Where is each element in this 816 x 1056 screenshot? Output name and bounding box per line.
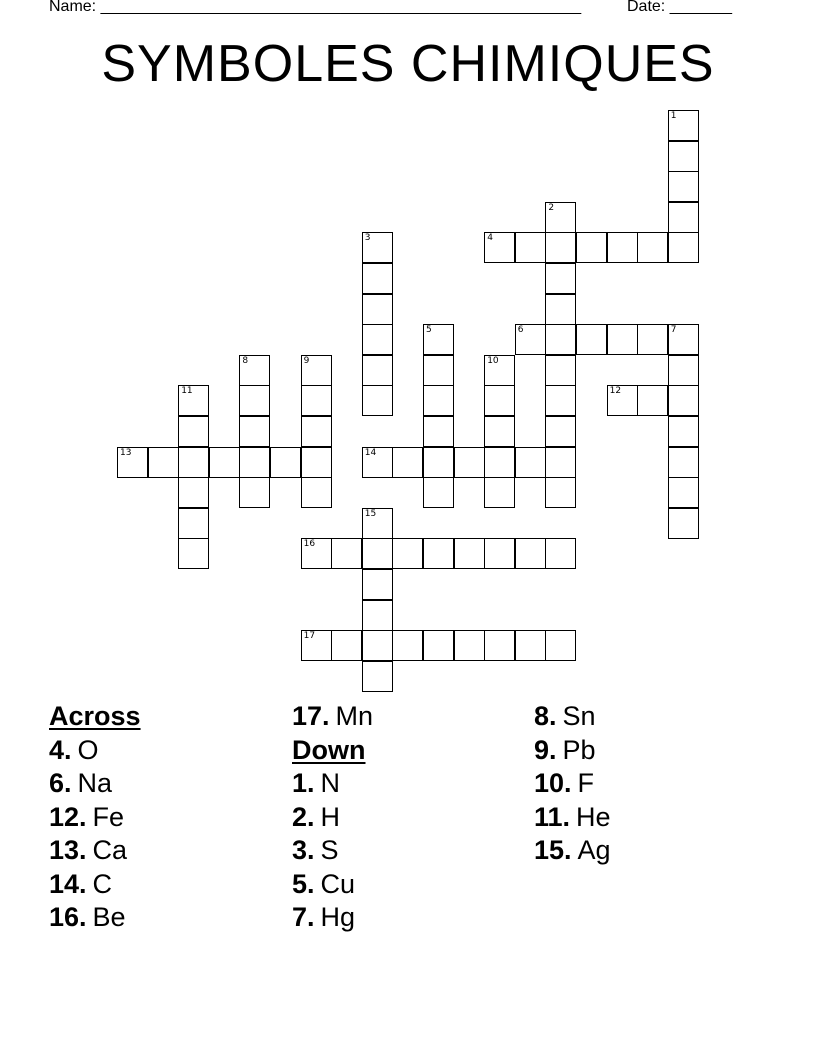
clue-across-12: 12. Fe (49, 801, 125, 832)
grid-cell[interactable] (545, 324, 576, 355)
page-title: SYMBOLES CHIMIQUES (101, 35, 715, 93)
grid-cell[interactable] (484, 447, 515, 478)
grid-cell[interactable] (117, 447, 148, 478)
date-field[interactable]: Date: _______ (627, 0, 732, 15)
grid-cell[interactable] (301, 447, 332, 478)
grid-cell[interactable] (423, 630, 454, 661)
grid-cell[interactable] (484, 355, 515, 386)
grid-cell[interactable] (301, 538, 332, 569)
grid-cell[interactable] (637, 324, 668, 355)
grid-cell[interactable] (423, 416, 454, 447)
grid-cell[interactable] (301, 355, 332, 386)
grid-cell[interactable] (301, 477, 332, 508)
grid-cell[interactable] (607, 324, 638, 355)
clue-down-7: 7. Hg (292, 902, 356, 932)
clue-across-14: 14. C (49, 868, 113, 899)
grid-cell[interactable] (545, 447, 576, 478)
clue-number: 10 (487, 355, 499, 366)
grid-cell[interactable] (178, 385, 209, 416)
grid-cell[interactable] (239, 385, 270, 416)
grid-cell[interactable] (362, 324, 393, 355)
grid-cell[interactable] (545, 232, 576, 263)
grid-cell[interactable] (362, 232, 393, 263)
grid-cell[interactable] (515, 232, 546, 263)
grid-cell[interactable] (239, 416, 270, 447)
grid-cell[interactable] (454, 538, 485, 569)
grid-cell[interactable] (423, 538, 454, 569)
grid-cell[interactable] (423, 324, 454, 355)
clue-number: 13 (120, 447, 132, 458)
clue-across-6: 6. Na (49, 768, 113, 798)
grid-cell[interactable] (362, 508, 393, 539)
grid-cell[interactable] (607, 232, 638, 263)
grid-cell[interactable] (545, 477, 576, 508)
clue-number: 15 (364, 508, 377, 519)
grid-cell[interactable] (545, 263, 576, 294)
grid-cell[interactable] (270, 447, 301, 478)
grid-cell[interactable] (423, 447, 454, 478)
grid-cell[interactable] (239, 447, 270, 478)
grid-cell[interactable] (362, 355, 393, 386)
grid-cell[interactable] (362, 385, 393, 416)
clue-number: 11 (181, 386, 193, 397)
clue-number: 3 (364, 233, 371, 244)
clue-down-10: 10. F (534, 768, 595, 798)
grid-cell[interactable] (484, 416, 515, 447)
grid-cell[interactable] (301, 630, 332, 661)
clue-number: 9 (303, 355, 310, 366)
grid-cell[interactable] (362, 294, 393, 325)
grid-cell[interactable] (239, 355, 270, 386)
clue-column-1 (49, 700, 141, 935)
grid-cell[interactable] (668, 508, 699, 539)
clue-down-11: 11. He (534, 801, 611, 832)
grid-cell[interactable] (362, 630, 393, 661)
grid-cell[interactable] (423, 477, 454, 508)
grid-cell[interactable] (423, 355, 454, 386)
grid-cell[interactable] (423, 385, 454, 416)
grid-cell[interactable] (545, 294, 576, 325)
clue-number: 14 (364, 447, 377, 458)
clue-down-9: 9. Pb (534, 734, 596, 765)
grid-cell[interactable] (484, 232, 515, 263)
grid-cell[interactable] (362, 263, 393, 294)
grid-cell[interactable] (178, 508, 209, 539)
grid-cell[interactable] (545, 416, 576, 447)
grid-cell[interactable] (668, 355, 699, 386)
clue-number: 1 (670, 111, 677, 121)
grid-cell[interactable] (668, 416, 699, 447)
grid-cell[interactable] (362, 661, 393, 692)
grid-cell[interactable] (331, 630, 362, 661)
down-heading: Down (292, 734, 366, 765)
clue-number: 17 (303, 631, 316, 642)
grid-cell[interactable] (545, 202, 576, 233)
clue-down-3: 3. S (292, 835, 339, 865)
grid-cell[interactable] (484, 630, 515, 661)
clue-number: 2 (548, 202, 555, 213)
grid-cell[interactable] (668, 141, 699, 172)
grid-cell[interactable] (545, 355, 576, 386)
clue-number: 8 (242, 355, 249, 366)
grid-cell[interactable] (392, 447, 423, 478)
grid-cell[interactable] (148, 447, 179, 478)
grid-cell[interactable] (362, 538, 393, 569)
grid-cell[interactable] (545, 385, 576, 416)
clue-column-3 (534, 700, 611, 868)
grid-cell[interactable] (668, 202, 699, 233)
clue-across-16: 16. Be (49, 902, 126, 932)
grid-cell[interactable] (239, 477, 270, 508)
grid-cell[interactable] (362, 600, 393, 631)
clue-number: 16 (303, 539, 316, 550)
grid-cell[interactable] (545, 538, 576, 569)
clue-across-17: 17. Mn (292, 701, 374, 731)
grid-cell[interactable] (392, 630, 423, 661)
clue-down-15: 15. Ag (534, 835, 611, 865)
grid-cell[interactable] (178, 447, 209, 478)
grid-cell[interactable] (362, 447, 393, 478)
grid-cell[interactable] (178, 477, 209, 508)
grid-cell[interactable] (178, 538, 209, 569)
clue-number: 12 (609, 386, 622, 397)
grid-cell[interactable] (515, 447, 546, 478)
clue-number: 6 (517, 325, 524, 336)
grid-cell[interactable] (668, 232, 699, 263)
grid-cell[interactable] (576, 324, 607, 355)
grid-cell[interactable] (178, 416, 209, 447)
grid-cell[interactable] (545, 630, 576, 661)
clue-column-2 (292, 700, 373, 935)
grid-cell[interactable] (362, 569, 393, 600)
grid-cell[interactable] (637, 232, 668, 263)
grid-cell[interactable] (668, 171, 699, 202)
grid-cell[interactable] (301, 385, 332, 416)
grid-cell[interactable] (668, 110, 699, 141)
grid-cell[interactable] (484, 477, 515, 508)
grid-cell[interactable] (515, 324, 546, 355)
grid-cell[interactable] (209, 447, 240, 478)
clue-number: 7 (670, 325, 677, 336)
grid-cell[interactable] (668, 385, 699, 416)
clue-number: 5 (426, 325, 432, 336)
grid-cell[interactable] (484, 538, 515, 569)
clue-down-8: 8. Sn (534, 701, 596, 731)
clue-across-4: 4. O (49, 734, 99, 765)
grid-cell[interactable] (607, 385, 638, 416)
across-heading: Across (49, 701, 141, 731)
clue-number: 4 (487, 233, 493, 244)
grid-cell[interactable] (668, 477, 699, 508)
grid-cell[interactable] (515, 538, 546, 569)
clue-down-2: 2. H (292, 801, 341, 832)
grid-cell[interactable] (392, 538, 423, 569)
grid-cell[interactable] (331, 538, 362, 569)
grid-cell[interactable] (515, 630, 546, 661)
grid-cell[interactable] (484, 385, 515, 416)
clue-across-13: 13. Ca (49, 835, 128, 865)
grid-cell[interactable] (668, 324, 699, 355)
grid-cell[interactable] (576, 232, 607, 263)
grid-cell[interactable] (454, 447, 485, 478)
clue-down-5: 5. Cu (292, 868, 356, 899)
clue-down-1: 1. N (292, 768, 341, 798)
grid-cell[interactable] (301, 416, 332, 447)
grid-cell[interactable] (454, 630, 485, 661)
grid-cell[interactable] (637, 385, 668, 416)
name-field[interactable]: Name: ______________________________________________________ (49, 0, 582, 15)
grid-cell[interactable] (668, 447, 699, 478)
